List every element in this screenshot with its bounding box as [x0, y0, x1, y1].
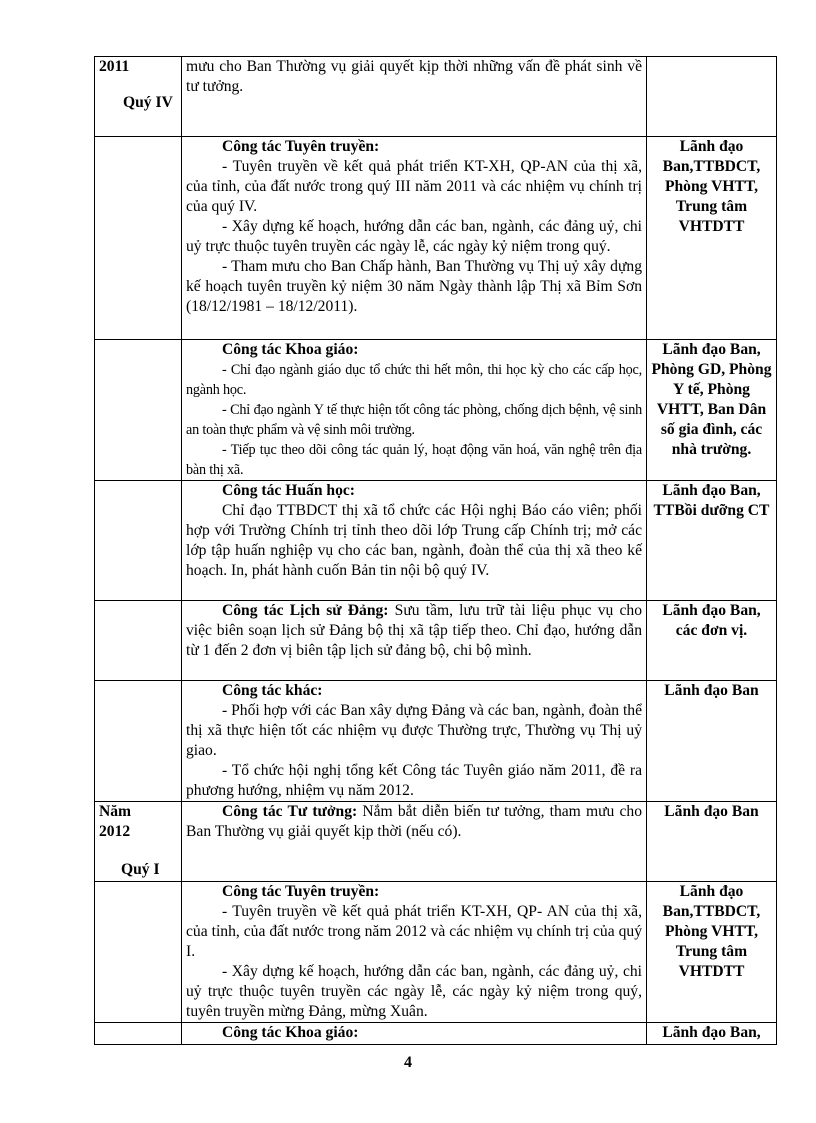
content-cell	[182, 57, 647, 137]
responsible-cell: Lãnh đạo Ban, TTBồi dưỡng CT	[647, 481, 777, 601]
responsible-cell	[647, 57, 777, 137]
work-plan-table	[94, 56, 777, 1045]
period-cell	[95, 481, 182, 601]
responsible-cell: Lãnh đạo Ban,TTBDCT, Phòng VHTT, Trung tâm VHTDTT	[647, 882, 777, 1023]
period-cell	[95, 340, 182, 481]
content-text: Nắm bắt diễn biến tư tưởng, tham mưu cho Ban Thường vụ giải quyết kịp thời (nếu có).	[186, 803, 642, 840]
content-cell	[182, 882, 647, 1023]
section-heading: Công tác Lịch sử Đảng:	[222, 602, 389, 619]
period-cell	[95, 802, 182, 882]
section-heading: Công tác Tuyên truyền:	[222, 138, 380, 155]
content-cell	[182, 601, 647, 681]
period-cell	[95, 1023, 182, 1045]
responsible-cell: Lãnh đạo Ban	[647, 681, 777, 802]
content-paragraph: - Tổ chức hội nghị tổng kết Công tác Tuyên giáo năm 2011, đề ra phương hướng, nhiệm vụ năm 2012.	[186, 762, 642, 799]
page-number: 4	[404, 1054, 412, 1071]
table-row	[95, 681, 777, 802]
content-paragraph: - Tuyên truyền về kết quả phát triển KT-XH, QP-AN của thị xã, của tỉnh, của đất nước trong quý III năm 2011 và các nhiệm vụ chính trị của quý IV.	[186, 158, 642, 215]
table-row	[95, 481, 777, 601]
period-cell	[95, 137, 182, 340]
period-quarter: Quý IV	[123, 94, 173, 111]
table-row	[95, 802, 777, 882]
responsible-cell: Lãnh đạo Ban	[647, 802, 777, 882]
content-paragraph: - Tuyên truyền về kết quả phát triển KT-XH, QP- AN của thị xã, của tỉnh, của đất nước trong năm 2012 và các nhiệm vụ chính trị của quý I.	[186, 903, 642, 960]
content-cell	[182, 481, 647, 601]
content-paragraph: Chỉ đạo TTBDCT thị xã tổ chức các Hội nghị Báo cáo viên; phối hợp với Trường Chính trị tỉnh theo dõi lớp Trung cấp Chính trị; mở các lớp tập huấn nghiệp vụ cho các ban, ngành, đoàn thể của thị xã theo kế hoạch. In, phát hành cuốn Bản tin nội bộ quý IV.	[186, 502, 642, 579]
table-row	[95, 882, 777, 1023]
content-paragraph	[186, 802, 642, 842]
section-heading: Công tác Tuyên truyền:	[222, 883, 380, 900]
period-cell	[95, 601, 182, 681]
responsible-cell: Lãnh đạo Ban,TTBDCT, Phòng VHTT, Trung tâm VHTDTT	[647, 137, 777, 340]
content-cell	[182, 681, 647, 802]
table-row	[95, 601, 777, 681]
content-paragraph: - Tiếp tục theo dõi công tác quản lý, hoạt động văn hoá, văn nghệ trên địa bàn thị xã.	[186, 442, 642, 478]
table-row	[95, 57, 777, 137]
content-paragraph: mưu cho Ban Thường vụ giải quyết kịp thời những vấn đề phát sinh về tư tưởng.	[186, 58, 642, 95]
content-text: Sưu tầm, lưu trữ tài liệu phục vụ cho việc biên soạn lịch sử Đảng bộ thị xã tập tiếp theo. Chỉ đạo, hướng dẫn từ 1 đến 2 đơn vị biên tập lịch sử đảng bộ, chi bộ mình.	[186, 602, 643, 659]
content-paragraph: - Phối hợp với các Ban xây dựng Đảng và các ban, ngành, đoàn thể thị xã thực hiện tốt các nhiệm vụ được Thường trực, Thường vụ Thị uỷ giao.	[186, 702, 642, 759]
period-cell	[95, 57, 182, 137]
content-paragraph: - Chỉ đạo ngành Y tế thực hiện tốt công tác phòng, chống dịch bệnh, vệ sinh an toàn thực phẩm và vệ sinh môi trường.	[186, 402, 642, 438]
period-cell	[95, 681, 182, 802]
content-cell	[182, 340, 647, 481]
content-cell	[182, 1023, 647, 1045]
section-heading: Công tác Khoa giáo:	[222, 1024, 359, 1041]
content-cell	[182, 137, 647, 340]
content-paragraph	[186, 601, 642, 661]
period-quarter: Quý I	[121, 861, 160, 878]
content-paragraph: - Xây dựng kế hoạch, hướng dẫn các ban, ngành, các đảng uỷ, chi uỷ trực thuộc tuyên truyền các ngày lễ, các ngày kỷ niệm trong quý, tuyên truyền mừng Đảng, mừng Xuân.	[186, 963, 642, 1020]
table-row	[95, 340, 777, 481]
content-cell	[182, 802, 647, 882]
period-year: 2011	[99, 58, 130, 75]
period-year: Năm 2012	[99, 803, 132, 840]
section-heading: Công tác Tư tưởng:	[222, 803, 358, 820]
responsible-cell: Lãnh đạo Ban,	[647, 1023, 777, 1045]
table-row	[95, 137, 777, 340]
table-row	[95, 1023, 777, 1045]
content-paragraph: - Tham mưu cho Ban Chấp hành, Ban Thường vụ Thị uỷ xây dựng kế hoạch tuyên truyền kỷ niệm 30 năm Ngày thành lập Thị xã Bỉm Sơn (18/12/1981 – 18/12/2011).	[186, 258, 642, 315]
responsible-cell: Lãnh đạo Ban, các đơn vị.	[647, 601, 777, 681]
responsible-cell: Lãnh đạo Ban, Phòng GD, Phòng Y tế, Phòng VHTT, Ban Dân số gia đình, các nhà trường.	[647, 340, 777, 481]
content-paragraph: - Xây dựng kế hoạch, hướng dẫn các ban, ngành, các đảng uỷ, chi uỷ trực thuộc tuyên truyền các ngày lễ, các ngày kỷ niệm trong quý.	[186, 218, 642, 255]
content-paragraph: - Chỉ đạo ngành giáo dục tổ chức thi hết môn, thi học kỳ cho các cấp học, ngành học.	[186, 362, 642, 398]
section-heading: Công tác khác:	[222, 682, 323, 699]
section-heading: Công tác Khoa giáo:	[222, 341, 359, 358]
period-cell	[95, 882, 182, 1023]
section-heading: Công tác Huấn học:	[222, 482, 355, 499]
